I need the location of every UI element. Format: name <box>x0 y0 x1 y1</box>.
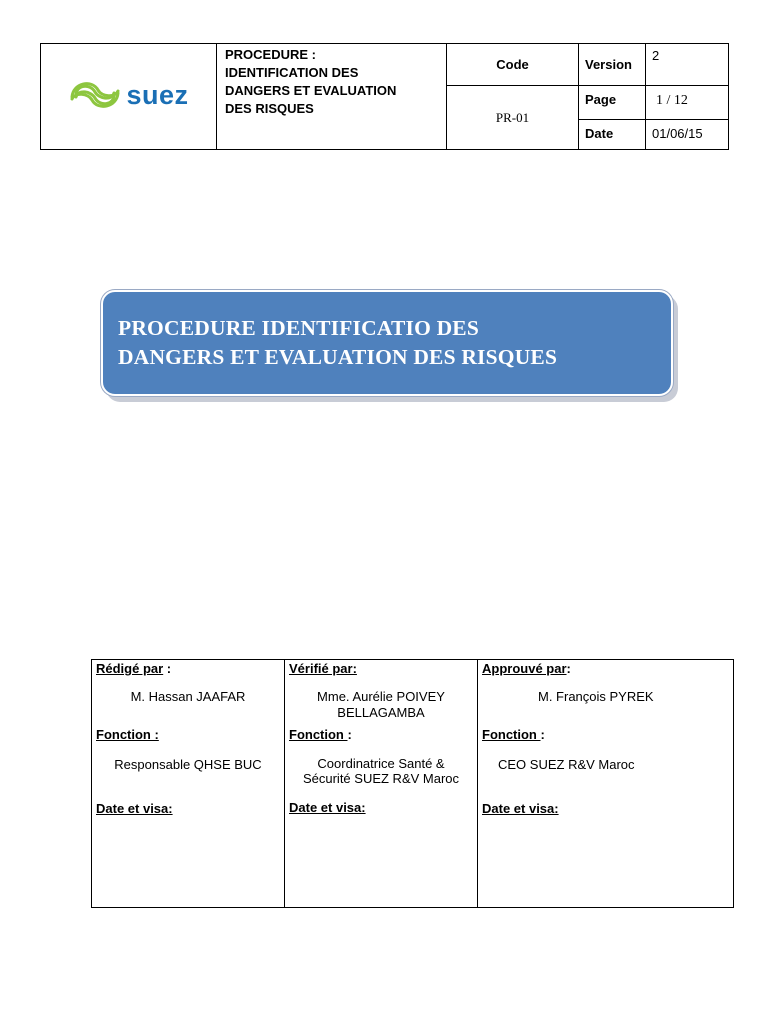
company-logo <box>68 79 188 111</box>
signature-column-verifie <box>285 660 478 908</box>
date-visa-label: Date et visa: <box>289 800 366 815</box>
date-label: Date <box>579 119 646 149</box>
header-title-line: IDENTIFICATION DES <box>225 65 359 80</box>
header-title-line: PROCEDURE : <box>225 47 317 62</box>
function-label: Fonction : <box>289 727 352 742</box>
role-label: Vérifié par: <box>289 661 357 676</box>
version-label: Version <box>579 44 646 86</box>
title-banner <box>101 290 673 396</box>
role-label: Approuvé par: <box>482 661 571 676</box>
date-value: 01/06/15 <box>646 119 729 149</box>
signature-table <box>91 659 734 908</box>
code-label: Code <box>447 44 579 86</box>
code-value: PR-01 <box>447 86 579 150</box>
version-value: 2 <box>646 44 729 86</box>
signatory-name: Mme. Aurélie POIVEY BELLAGAMBA <box>317 689 445 720</box>
header-title-cell <box>217 44 447 150</box>
signatory-name: M. François PYREK <box>538 689 654 704</box>
signature-column-approuve <box>478 660 734 908</box>
role-label: Rédigé par : <box>96 661 172 676</box>
banner-title <box>118 314 557 372</box>
suez-swirl-logo-icon <box>68 79 122 111</box>
banner-title-line: PROCEDURE IDENTIFICATIO DES <box>118 316 480 340</box>
banner-title-line: DANGERS ET EVALUATION DES RISQUES <box>118 345 558 369</box>
page-value: 1 / 12 <box>646 86 729 119</box>
signatory-function: Coordinatrice Santé & Sécurité SUEZ R&V Maroc <box>302 756 460 786</box>
signatory-function: CEO SUEZ R&V Maroc <box>498 757 635 772</box>
document-header-table <box>40 43 729 150</box>
function-label: Fonction : <box>482 727 545 742</box>
logo-wordmark: suez <box>126 79 189 110</box>
header-title-line: DES RISQUES <box>225 101 314 116</box>
signature-column-redige <box>92 660 285 908</box>
signatory-name: M. Hassan JAAFAR <box>130 689 246 704</box>
signatory-function: Responsable QHSE BUC <box>114 757 262 772</box>
header-title-line: DANGERS ET EVALUATION <box>225 83 397 98</box>
date-visa-label: Date et visa: <box>96 801 173 816</box>
function-label: Fonction : <box>96 727 159 742</box>
logo-cell <box>41 44 217 150</box>
date-visa-label: Date et visa: <box>482 801 559 816</box>
page-label: Page <box>579 86 646 119</box>
